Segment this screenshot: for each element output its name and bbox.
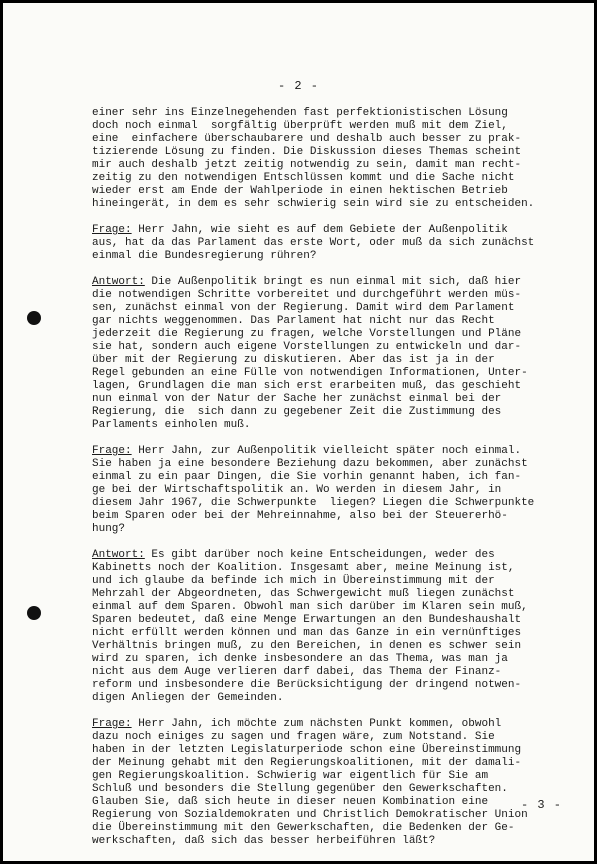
text-line xyxy=(92,159,562,172)
text-line xyxy=(92,484,562,497)
line-text: Die Außenpolitik bringt es nun einmal mit sich, daß hier xyxy=(144,276,522,288)
line-text: nun einmal von der Natur der Sache her zunächst einmal bei der xyxy=(92,393,502,405)
punch-hole xyxy=(27,311,41,325)
punch-hole xyxy=(27,606,41,620)
text-line xyxy=(92,224,562,237)
line-text: die Übereinstimmung mit den Gewerkschaften, die Bedenken der Ge- xyxy=(92,822,515,834)
paragraph xyxy=(92,276,562,432)
text-line xyxy=(92,198,562,211)
line-text: wird zu sparen, ich denke insbesondere an das Thema, was man ja xyxy=(92,653,508,665)
paragraph xyxy=(92,445,562,536)
paragraph xyxy=(92,549,562,705)
text-line xyxy=(92,133,562,146)
text-line xyxy=(92,601,562,614)
line-text: einmal die Bundesregierung rühren? xyxy=(92,250,317,262)
text-line xyxy=(92,302,562,315)
text-line xyxy=(92,666,562,679)
line-text: lagen, Grundlagen die man sich erst erarbeiten muß, das geschieht xyxy=(92,380,522,392)
text-line xyxy=(92,406,562,419)
page-number: - 2 - xyxy=(277,79,319,93)
line-text: Parlaments einholen muß. xyxy=(92,419,251,431)
line-text: Kabinetts noch der Koalition. Insgesamt aber, meine Meinung ist, xyxy=(92,562,515,574)
line-text: zeitig zu den notwendigen Entschlüssen kommt und die Sache nicht xyxy=(92,172,515,184)
line-text: Regierung von Sozialdemokraten und Christlich Demokratischer Union xyxy=(92,809,528,821)
line-text: Es gibt darüber noch keine Entscheidungen, weder des xyxy=(144,549,495,561)
line-text: jederzeit die Regierung zu fragen, welche Vorstellungen und Pläne xyxy=(92,328,522,340)
speaker-label: Frage: xyxy=(92,718,132,730)
text-line xyxy=(92,458,562,471)
paragraph xyxy=(92,107,562,211)
line-text: Herr Jahn, zur Außenpolitik vielleicht später noch einmal. xyxy=(131,445,522,457)
line-text: Verhältnis bringen muß, zu den Bereichen, in denen es schwer sein xyxy=(92,640,522,652)
line-text: Herr Jahn, wie sieht es auf dem Gebiete der Außenpolitik xyxy=(131,224,508,236)
text-line xyxy=(92,757,562,770)
text-line xyxy=(92,809,562,822)
text-line xyxy=(92,250,562,263)
line-text: Schluß und besonders die Stellung gegenüber den Gewerkschaften. xyxy=(92,783,508,795)
line-text: aus, hat da das Parlament das erste Wort, oder muß da sich zunächst xyxy=(92,237,535,249)
text-line xyxy=(92,172,562,185)
line-text: hineingerät, in dem es sehr schwierig sein wird sie zu entscheiden. xyxy=(92,198,535,210)
text-line xyxy=(92,822,562,835)
line-text: haben in der letzten Legislaturperiode schon eine Übereinstimmung xyxy=(92,744,522,756)
line-text: über mit der Regierung zu diskutieren. Aber das ist ja in der xyxy=(92,354,495,366)
text-line xyxy=(92,315,562,328)
text-line xyxy=(92,770,562,783)
text-line xyxy=(92,419,562,432)
line-text: werkschaften, daß sich das besser herbeiführen läßt? xyxy=(92,835,436,847)
text-line xyxy=(92,237,562,250)
text-line xyxy=(92,679,562,692)
text-line xyxy=(92,510,562,523)
line-text: Herr Jahn, ich möchte zum nächsten Punkt kommen, obwohl xyxy=(131,718,502,730)
text-line xyxy=(92,653,562,666)
line-text: mir auch deshalb jetzt zeitig notwendig zu sein, damit man recht- xyxy=(92,159,522,171)
line-text: einmal auf dem Sparen. Obwohl man sich darüber im Klaren sein muß, xyxy=(92,601,528,613)
line-text: Sparen bedeutet, daß eine Menge Erwartungen an den Bundeshaushalt xyxy=(92,614,522,626)
text-line xyxy=(92,640,562,653)
line-text: Glauben Sie, daß sich heute in dieser neuen Kombination eine xyxy=(92,796,489,808)
line-text: wieder erst am Ende der Wahlperiode in einen hektischen Betrieb xyxy=(92,185,508,197)
text-line xyxy=(92,341,562,354)
line-text: tizierende Lösung zu finden. Die Diskussion dieses Themas scheint xyxy=(92,146,522,158)
text-line xyxy=(92,276,562,289)
line-text: reform und insbesondere die Berücksichtigung der dringend notwen- xyxy=(92,679,522,691)
line-text: Regierung, die sich dann zu gegebener Zeit die Zustimmung des xyxy=(92,406,502,418)
line-text: eine einfachere überschaubarere und deshalb auch besser zu prak- xyxy=(92,133,522,145)
line-text: sen, zunächst einmal von der Regierung. Damit wird dem Parlament xyxy=(92,302,515,314)
line-text: hung? xyxy=(92,523,126,535)
text-line xyxy=(92,575,562,588)
speaker-label: Frage: xyxy=(92,224,132,236)
text-line xyxy=(92,588,562,601)
text-line xyxy=(92,731,562,744)
line-text: die notwendigen Schritte vorbereitet und durchgeführt werden müs- xyxy=(92,289,522,301)
text-line xyxy=(92,614,562,627)
text-line xyxy=(92,497,562,510)
line-text: Mehrzahl der Abgeordneten, das Schwergewicht muß liegen zunächst xyxy=(92,588,515,600)
line-text: gen Regierungskoalition. Schwierig war eigentlich für Sie am xyxy=(92,770,489,782)
interview-text xyxy=(92,107,562,861)
paragraph xyxy=(92,718,562,848)
line-text: diesem Jahr 1967, die Schwerpunkte liegen? Liegen die Schwerpunkte xyxy=(92,497,535,509)
text-line xyxy=(92,744,562,757)
text-line xyxy=(92,835,562,848)
text-line xyxy=(92,796,562,809)
text-line xyxy=(92,718,562,731)
line-text: doch noch einmal sorgfältig überprüft werden muß mit dem Ziel, xyxy=(92,120,508,132)
text-line xyxy=(92,354,562,367)
text-line xyxy=(92,393,562,406)
line-text: Sie haben ja eine besondere Beziehung dazu bekommen, aber zunächst xyxy=(92,458,528,470)
line-text: gar nichts weggenommen. Das Parlament hat nicht nur das Recht xyxy=(92,315,495,327)
text-line xyxy=(92,328,562,341)
text-line xyxy=(92,367,562,380)
text-line xyxy=(92,185,562,198)
speaker-label: Antwort: xyxy=(92,276,145,288)
line-text: und ich glaube da befinde ich mich in Übereinstimmung mit der xyxy=(92,575,495,587)
text-line xyxy=(92,146,562,159)
speaker-label: Frage: xyxy=(92,445,132,457)
text-line xyxy=(92,471,562,484)
text-line xyxy=(92,562,562,575)
text-line xyxy=(92,445,562,458)
next-page-marker: - 3 - xyxy=(520,798,562,812)
text-line xyxy=(92,692,562,705)
text-line xyxy=(92,107,562,120)
line-text: nicht erfüllt werden können und man das Ganze in ein vernünftiges xyxy=(92,627,522,639)
text-line xyxy=(92,627,562,640)
text-line xyxy=(92,549,562,562)
line-text: nicht aus dem Auge verlieren darf dabei, das Thema der Finanz- xyxy=(92,666,502,678)
line-text: dazu noch einiges zu sagen und fragen wäre, zum Notstand. Sie xyxy=(92,731,495,743)
line-text: einer sehr ins Einzelnegehenden fast perfektionistischen Lösung xyxy=(92,107,508,119)
line-text: sie hat, sondern auch eigene Vorstellungen zu entwickeln und dar- xyxy=(92,341,522,353)
line-text: Regel gebunden an eine Fülle von notwendigen Informationen, Unter- xyxy=(92,367,528,379)
document-page xyxy=(3,3,594,861)
line-text: beim Sparen oder bei der Mehreinnahme, also bei der Steuererhö- xyxy=(92,510,508,522)
text-line xyxy=(92,289,562,302)
line-text: digen Anliegen der Gemeinden. xyxy=(92,692,284,704)
paragraph xyxy=(92,224,562,263)
text-line xyxy=(92,523,562,536)
text-line xyxy=(92,380,562,393)
text-line xyxy=(92,783,562,796)
text-line xyxy=(92,120,562,133)
line-text: ge bei der Wirtschaftspolitik an. Wo werden in diesem Jahr, in xyxy=(92,484,502,496)
speaker-label: Antwort: xyxy=(92,549,145,561)
line-text: einmal zu ein paar Dingen, die Sie vorhin genannt haben, ich fan- xyxy=(92,471,522,483)
line-text: der Meinung gehabt mit den Regierungskoalitionen, mit der damali- xyxy=(92,757,522,769)
